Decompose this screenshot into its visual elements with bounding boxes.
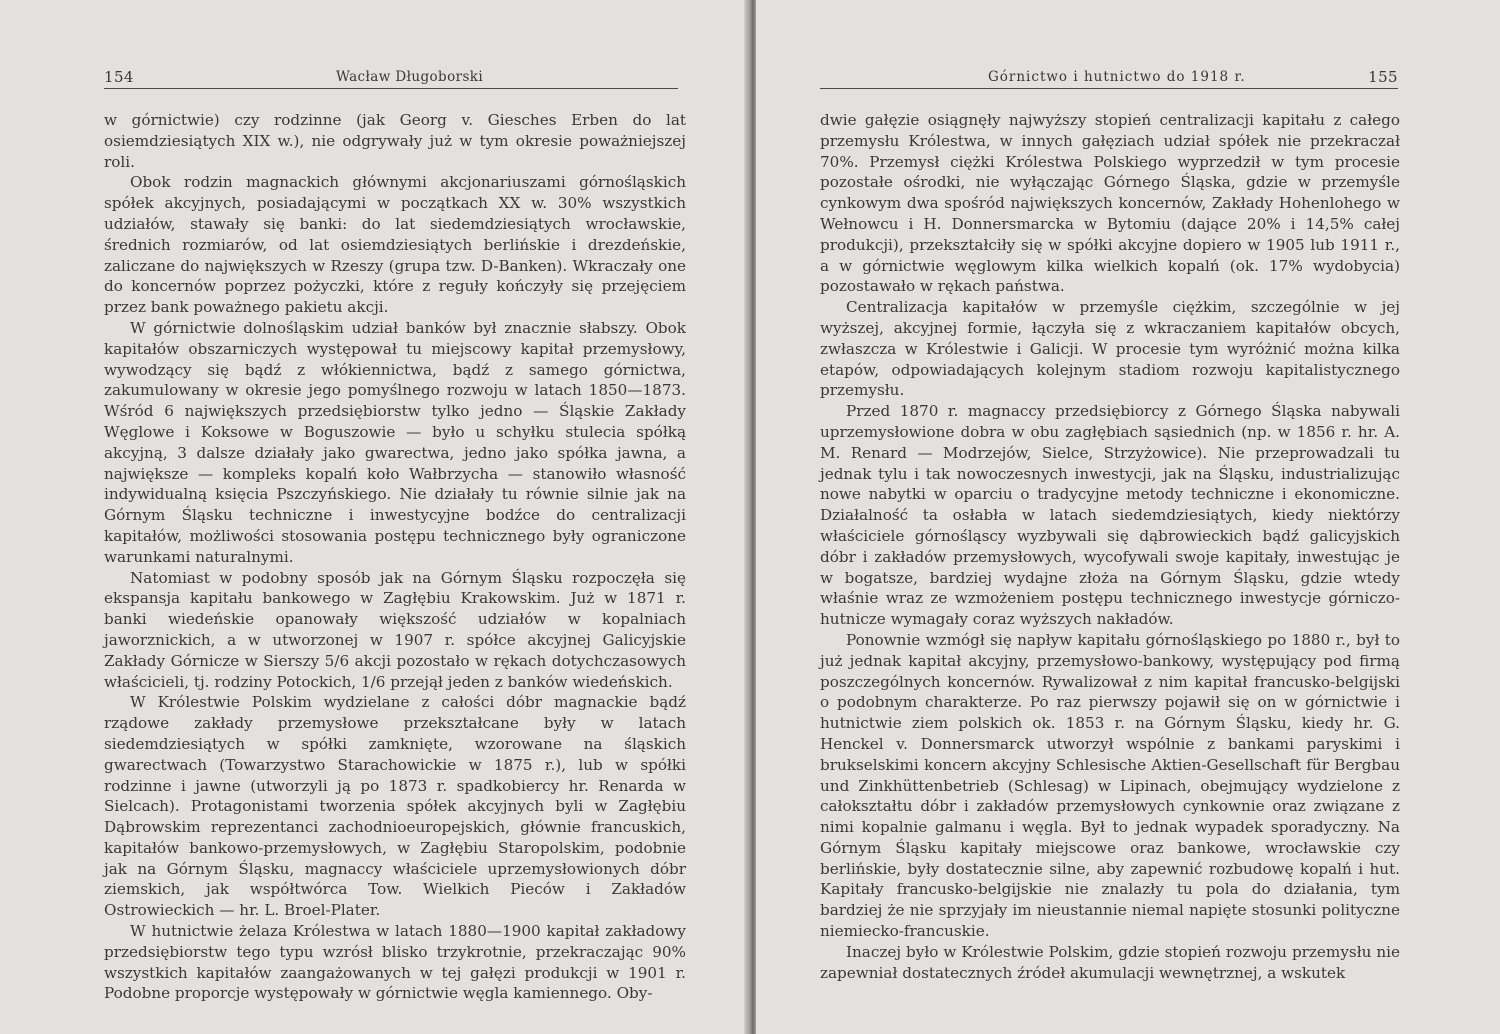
- right-page: [756, 0, 1500, 1034]
- left-header-rule: [104, 88, 678, 89]
- paragraph: dwie gałęzie osiągnęły najwyższy stopień centralizacji kapitału z całego przemysłu Królestwa, w innych gałęziach udział spółek nie przekraczał 70%. Przemysł ciężki Królestwa Polskiego wyprzedził w tym procesie pozostałe ośrodki, nie wyłączając Górnego Śląska, gdzie w przemyśle cynkowym dwa spośród największych koncernów, Zakłady Hohenlohego w Wełnowcu i H. Donnersmarcka w Bytomiu (dające 20% i 14,5% całej produkcji), przekształciły się w spółki akcyjne dopiero w 1905 lub 1911 r., a w górnictwie węglowym kilka wielkich kopalń (ok. 17% wydobycia) pozostawało w rękach państwa.: [820, 111, 1400, 296]
- right-body-text: [820, 110, 1400, 983]
- right-header-rule: [820, 88, 1398, 89]
- left-page-number: 154: [104, 68, 134, 86]
- paragraph: W hutnictwie żelaza Królestwa w latach 1880—1900 kapitał zakładowy przedsiębiorstw tego typu wzrósł blisko trzykrotnie, przekraczając 90% wszystkich kapitałów zaangażowanych w tej gałęzi produkcji w 1901 r. Podobne proporcje występowały w górnictwie węgla kamiennego. Oby-: [104, 922, 686, 1003]
- paragraph: Natomiast w podobny sposób jak na Górnym Śląsku rozpoczęła się ekspansja kapitału bankowego w Zagłębiu Krakowskim. Już w 1871 r. banki wiedeńskie opanowały większość udziałów w kopalniach jaworznickich, a w utworzonej w 1907 r. spółce akcyjnej Galicyjskie Zakłady Górnicze w Sierszy 5/6 akcji pozostało w rękach dotychczasowych właścicieli, tj. rodziny Potockich, 1/6 przejął jeden z banków wiedeńskich.: [104, 568, 686, 691]
- paragraph: Obok rodzin magnackich głównymi akcjonariuszami górnośląskich spółek akcyjnych, posiadającymi w początkach XX w. 30% wszystkich udziałów, stawały się banki: do lat siedemdziesiątych wrocławskie, średnich rozmiarów, od lat osiemdziesiątych berlińskie i drezdeńskie, zaliczane do największych w Rzeszy (grupa tzw. D-Banken). Wkraczały one do koncernów poprzez pożyczki, które z reguły kończyły się przejęciem przez bank poważnego pakietu akcji.: [104, 173, 686, 317]
- paragraph: Inaczej było w Królestwie Polskim, gdzie stopień rozwoju przemysłu nie zapewniał dostatecznych źródeł akumulacji wewnętrznej, a wskutek: [820, 942, 1400, 982]
- paragraph: W górnictwie dolnośląskim udział banków był znacznie słabszy. Obok kapitałów obszarniczych występował tu miejscowy kapitał przemysłowy, wywodzący się bądź z włókiennictwa, bądź z samego górnictwa, zakumulowany w okresie jego pomyślnego rozwoju w latach 1850—1873. Wśród 6 największych przedsiębiorstw tylko jedno — Śląskie Zakłady Węglowe i Koksowe w Boguszowie — było u schyłku stulecia spółką akcyjną, 3 dalsze działały jako gwarectwa, jedno jako spółka jawna, a największe — kompleks kopalń koło Wałbrzycha — stanowiło własność indywidualną księcia Pszczyńskiego. Nie działały tu równie silnie jak na Górnym Śląsku techniczne i inwestycyjne bodźce do centralizacji kapitałów, możliwości stosowania postępu technicznego były ograniczone warunkami naturalnymi.: [104, 318, 686, 566]
- left-page-header: [104, 68, 678, 90]
- right-page-header: [820, 68, 1398, 90]
- paragraph: Ponownie wzmógł się napływ kapitału górnośląskiego po 1880 r., był to już jednak kapitał akcyjny, przemysłowo-bankowy, występujący pod firmą poszczególnych koncernów. Rywalizował z nim kapitał francusko-belgijski o podobnym charakterze. Po raz pierwszy pojawił się on w górnictwie i hutnictwie ziem polskich ok. 1853 r. na Górnym Śląsku, kiedy hr. G. Henckel v. Donnersmarck utworzył wspólnie z bankami paryskimi i brukselskimi koncern akcyjny Schlesische Aktien-Gesellschaft für Bergbau und Zinkhüttenbetrieb (Schlesag) w Lipinach, obejmujący wydzielone z całokształtu dóbr i zakładów przemysłowych cynkownie oraz związane z nimi kopalnie galmanu i węgla. Był to jednak wypadek sporadyczny. Na Górnym Śląsku kapitały miejscowe oraz bankowe, wrocławskie czy berlińskie, były dostatecznie silne, aby zapewnić rozbudowę kopalń i hut. Kapitały francusko-belgijskie nie znalazły tu pola do działania, tym bardziej że nie sprzyjały im nieustannie niemal napięte stosunki polityczne niemiecko-francuskie.: [820, 630, 1400, 941]
- left-page: [0, 0, 748, 1034]
- right-page-number: 155: [1368, 68, 1398, 86]
- right-running-head: Górnictwo i hutnictwo do 1918 r.: [988, 69, 1246, 85]
- paragraph: W Królestwie Polskim wydzielane z całości dóbr magnackie bądź rządowe zakłady przemysłowe przekształcane były w latach siedemdziesiątych w spółki zamknięte, wzorowane na śląskich gwarectwach (Towarzystwo Starachowickie w 1875 r.), lub w spółki rodzinne i jawne (utworzyli ją po 1873 r. spadkobiercy hr. Renarda w Sielcach). Protagonistami tworzenia spółek akcyjnych byli w Zagłębiu Dąbrowskim reprezentanci zachodnioeuropejskich, głównie francuskich, kapitałów bankowo-przemysłowych, w Zagłębiu Staropolskim, podobnie jak na Górnym Śląsku, magnaccy właściciele uprzemysłowionych dóbr ziemskich, jak współtwórca Tow. Wielkich Pieców i Zakładów Ostrowieckich — hr. L. Broel-Plater.: [104, 693, 686, 920]
- paragraph: Centralizacja kapitałów w przemyśle ciężkim, szczególnie w jej wyższej, akcyjnej formie, łączyła się z wkraczaniem kapitałów obcych, zwłaszcza w Królestwie i Galicji. W procesie tym wyróżnić można kilka etapów, odpowiadających kolejnym stadiom rozwoju kapitalistycznego przemysłu.: [820, 298, 1400, 400]
- left-running-head: Wacław Długoborski: [336, 69, 484, 85]
- left-body-text: [104, 110, 686, 1004]
- paragraph: Przed 1870 r. magnaccy przedsiębiorcy z Górnego Śląska nabywali uprzemysłowione dobra w obu zagłębiach sąsiednich (np. w 1856 r. hr. A. M. Renard — Modrzejów, Sielce, Strzyżowice). Nie przeprowadzali tu jednak tylu i tak nowoczesnych inwestycji, jak na Śląsku, industrializując nowe nabytki w oparciu o tradycyjne metody techniczne i ekonomiczne. Działalność ta osłabła w latach siedemdziesiątych, kiedy niektórzy właściciele górnośląscy wyzbywali się dąbrowieckich bądź galicyjskich dóbr i zakładów przemysłowych, wycofywali swoje kapitały, inwestując je w bogatsze, bardziej wydajne złoża na Górnym Śląsku, gdzie wtedy właśnie wraz ze wzmożeniem postępu technicznego inwestycje górniczo-hutnicze wymagały coraz wyższych nakładów.: [820, 402, 1400, 629]
- paragraph: w górnictwie) czy rodzinne (jak Georg v. Giesches Erben do lat osiemdziesiątych XIX w.), nie odgrywały już w tym okresie poważniejszej roli.: [104, 111, 686, 171]
